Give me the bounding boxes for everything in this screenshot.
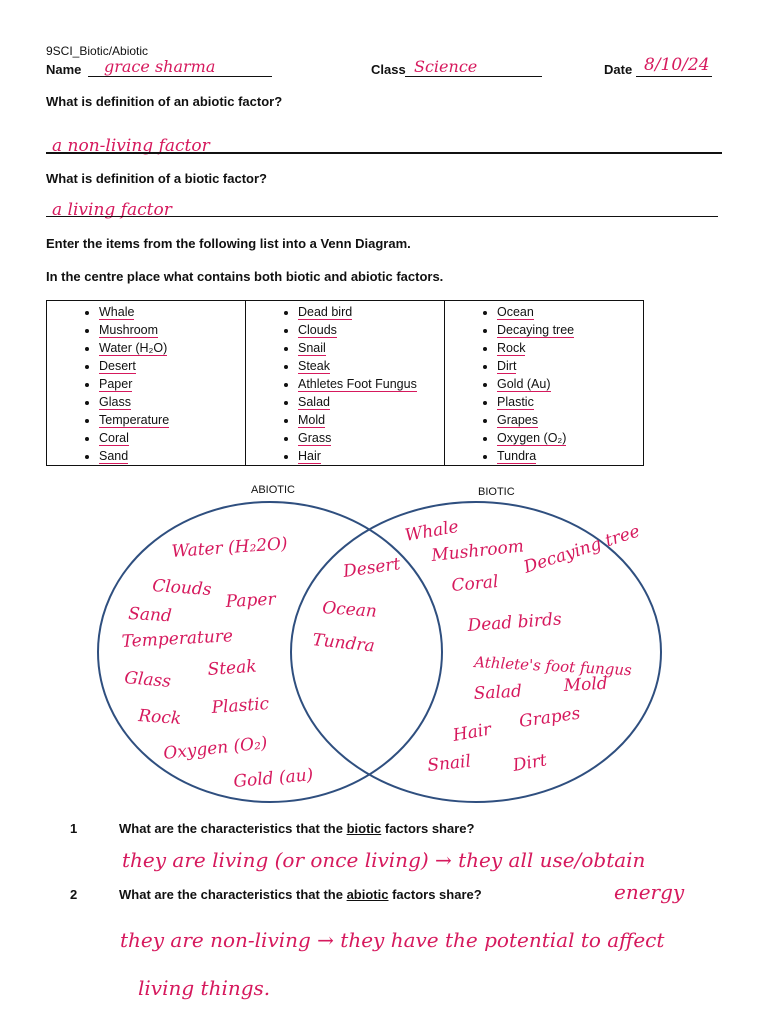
list-item — [99, 447, 245, 465]
q2-question — [119, 887, 482, 902]
venn-entry-both: Desert — [341, 554, 402, 582]
list-item-text: Tundra — [497, 449, 537, 463]
venn-entry-biotic: Dirt — [511, 750, 549, 776]
q2-number: 2 — [70, 887, 78, 902]
list-item-text: Steak — [298, 359, 330, 373]
biotic-def-answer[interactable]: a living factor — [52, 200, 172, 220]
name-line — [88, 76, 272, 77]
list-item-text: Salad — [298, 395, 330, 409]
class-value[interactable]: Science — [414, 57, 478, 76]
q1-text-after: factors share? — [381, 821, 475, 836]
list-item-text: Hair — [298, 449, 321, 463]
q2-answer-line2[interactable]: living things. — [138, 976, 271, 1000]
venn-entry-biotic: Hair — [451, 719, 493, 746]
list-item — [298, 303, 444, 321]
venn-entry-abiotic: Glass — [123, 668, 172, 693]
class-line — [405, 76, 542, 77]
list-item-text: Temperature — [99, 413, 170, 427]
venn-diagram — [0, 495, 768, 825]
abiotic-answer-line — [46, 152, 722, 154]
venn-entry-both: Ocean — [321, 598, 378, 622]
venn-entry-biotic: Snail — [426, 751, 472, 776]
list-item — [298, 393, 444, 411]
list-item-text: Whale — [99, 305, 135, 319]
list-item — [497, 447, 643, 465]
list-item-text: Oxygen (O₂) — [497, 431, 567, 445]
q1-number: 1 — [70, 821, 78, 836]
list-item-text: Grass — [298, 431, 332, 445]
list-item-text: Paper — [99, 377, 133, 391]
items-table — [46, 300, 644, 466]
q2-text-after: factors share? — [388, 887, 482, 902]
abiotic-def-question: What is definition of an abiotic factor? — [46, 94, 283, 109]
q2-text-before: What are the characteristics that the — [119, 887, 347, 902]
list-item — [298, 339, 444, 357]
list-item-text: Mold — [298, 413, 326, 427]
list-item — [497, 375, 643, 393]
abiotic-def-answer[interactable]: a non-living factor — [52, 136, 210, 156]
venn-entry-abiotic: Plastic — [210, 694, 270, 718]
venn-entry-biotic: Mushroom — [430, 536, 525, 566]
q2-answer-line1[interactable]: they are non-living → they have the potential to affect — [120, 928, 665, 952]
q1-text-before: What are the characteristics that the — [119, 821, 347, 836]
list-item-text: Athletes Foot Fungus — [298, 377, 417, 391]
biotic-def-question: What is definition of a biotic factor? — [46, 171, 267, 186]
list-item — [99, 303, 245, 321]
items-column-2 — [246, 301, 445, 466]
list-item — [497, 357, 643, 375]
doc-code: 9SCI_Biotic/Abiotic — [46, 44, 149, 58]
venn-entry-biotic: Salad — [473, 681, 523, 704]
date-value[interactable]: 8/10/24 — [644, 55, 710, 75]
venn-entry-abiotic: Water (H₂2O) — [170, 533, 289, 562]
venn-entry-abiotic: Temperature — [121, 626, 234, 652]
list-item-text: Gold (Au) — [497, 377, 551, 391]
list-item-text: Sand — [99, 449, 129, 463]
instruction-centre: In the centre place what contains both biotic and abiotic factors. — [46, 269, 444, 284]
list-item-text: Snail — [298, 341, 326, 355]
list-item-text: Coral — [99, 431, 129, 445]
venn-entry-abiotic: Gold (au) — [232, 765, 315, 792]
venn-entry-both: Tundra — [311, 630, 376, 657]
name-label: Name — [46, 62, 82, 77]
q1-question — [119, 821, 474, 836]
list-item-text: Clouds — [298, 323, 337, 337]
list-item — [99, 357, 245, 375]
list-item — [99, 411, 245, 429]
list-item — [298, 429, 444, 447]
venn-label-biotic: BIOTIC — [478, 486, 515, 498]
venn-entry-abiotic: Paper — [225, 589, 277, 612]
list-item — [497, 321, 643, 339]
list-item — [298, 411, 444, 429]
venn-entry-abiotic: Oxygen (O₂) — [162, 733, 269, 764]
list-item — [497, 303, 643, 321]
items-column-1 — [47, 301, 246, 466]
list-item — [497, 393, 643, 411]
list-item-text: Rock — [497, 341, 526, 355]
list-item — [298, 447, 444, 465]
venn-entry-biotic: Dead birds — [466, 609, 563, 636]
venn-entry-biotic: Whale — [403, 516, 461, 546]
list-item-text: Ocean — [497, 305, 534, 319]
q1-keyword: biotic — [346, 821, 382, 836]
list-item — [99, 321, 245, 339]
list-item — [497, 429, 643, 447]
list-item — [298, 321, 444, 339]
list-item-text: Glass — [99, 395, 131, 409]
venn-entry-biotic: Coral — [450, 571, 500, 596]
list-item-text: Decaying tree — [497, 323, 575, 337]
name-value[interactable]: grace sharma — [104, 57, 216, 76]
list-item — [99, 393, 245, 411]
list-item-text: Mushroom — [99, 323, 159, 337]
list-item — [298, 357, 444, 375]
venn-entry-biotic: Decaying tree — [521, 521, 643, 578]
q1-answer-line2[interactable]: energy — [614, 880, 685, 904]
list-item — [99, 429, 245, 447]
date-label: Date — [604, 62, 633, 77]
venn-entry-biotic: Grapes — [517, 703, 582, 732]
list-item-text: Desert — [99, 359, 136, 373]
venn-label-abiotic: ABIOTIC — [251, 484, 296, 496]
list-item — [497, 411, 643, 429]
items-column-3 — [445, 301, 644, 466]
class-label: Class — [371, 62, 406, 77]
list-item — [497, 339, 643, 357]
venn-entry-abiotic: Steak — [206, 656, 258, 680]
date-line — [636, 76, 712, 77]
list-item-text: Plastic — [497, 395, 534, 409]
list-item-text: Dirt — [497, 359, 517, 373]
list-item-text: Grapes — [497, 413, 538, 427]
instruction-venn: Enter the items from the following list into a Venn Diagram. — [46, 236, 411, 251]
q1-answer-line1[interactable]: they are living (or once living) → they all use/obtain — [122, 848, 646, 872]
venn-entry-biotic: Athlete's foot fungus — [473, 653, 633, 680]
q2-keyword: abiotic — [346, 887, 389, 902]
list-item — [99, 375, 245, 393]
venn-entry-abiotic: Clouds — [151, 576, 213, 601]
biotic-answer-line — [46, 216, 718, 217]
venn-entry-biotic: Mold — [563, 673, 609, 696]
list-item — [99, 339, 245, 357]
list-item-text: Dead bird — [298, 305, 353, 319]
venn-entry-abiotic: Rock — [137, 706, 182, 729]
venn-entry-abiotic: Sand — [127, 604, 173, 627]
list-item — [298, 375, 444, 393]
list-item-text: Water (H₂O) — [99, 341, 168, 355]
